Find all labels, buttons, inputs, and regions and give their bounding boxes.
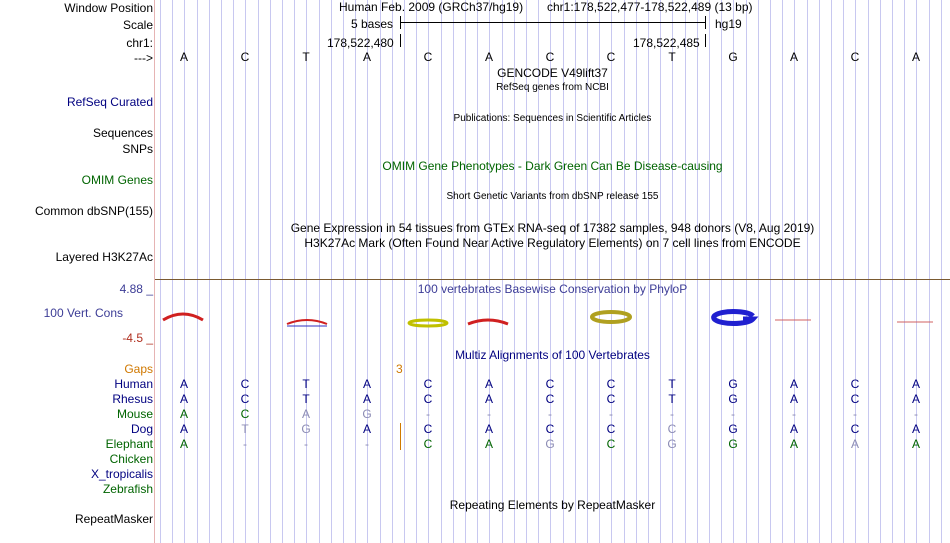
alignment-base: T <box>668 392 676 406</box>
multiz-track-title[interactable]: Multiz Alignments of 100 Vertebrates <box>455 348 650 362</box>
base-letter: T <box>302 50 310 64</box>
chrom-label: chr1: <box>126 36 153 50</box>
omim-track-title[interactable]: OMIM Gene Phenotypes - Dark Green Can Be Disease-causing <box>382 159 723 173</box>
alignment-base: A <box>911 377 920 391</box>
alignment-base: - <box>853 407 857 421</box>
alignment-base: G <box>362 407 372 421</box>
alignment-base: C <box>606 437 616 451</box>
phylop-logo-c1 <box>409 320 447 326</box>
sequences-track-label[interactable]: Sequences <box>92 126 153 140</box>
base-letter: A <box>484 50 493 64</box>
base-letter: T <box>668 50 676 64</box>
base-letter: A <box>911 50 920 64</box>
gap-marker <box>400 423 401 450</box>
scale-bar <box>400 22 705 23</box>
species-label[interactable]: Human <box>114 377 153 391</box>
alignment-base: G <box>728 392 738 406</box>
alignment-base: A <box>179 437 188 451</box>
alignment-base: - <box>731 407 735 421</box>
species-label[interactable]: Dog <box>130 422 153 436</box>
h3k27ac-track-title[interactable]: H3K27Ac Mark (Often Found Near Active Regulatory Elements) on 7 cell lines from ENCODE <box>304 236 801 250</box>
species-label[interactable]: Mouse <box>116 407 153 421</box>
h3k27ac-track-label[interactable]: Layered H3K27Ac <box>55 250 153 264</box>
base-letter: C <box>240 50 250 64</box>
snps-track-label[interactable]: SNPs <box>122 142 153 156</box>
omim-track-label[interactable]: OMIM Genes <box>81 173 153 187</box>
base-letter: A <box>179 50 188 64</box>
alignment-base: A <box>911 437 920 451</box>
phylop-track-title[interactable]: 100 vertebrates Basewise Conservation by PhyloP <box>417 282 688 296</box>
track-divider <box>155 279 950 280</box>
alignment-base: C <box>240 377 250 391</box>
alignment-base: - <box>792 407 796 421</box>
phylop-min-label: -4.5 _ <box>122 331 153 345</box>
alignment-base: A <box>362 392 371 406</box>
alignment-base: - <box>426 407 430 421</box>
coord-left: 178,522,480 <box>327 36 394 50</box>
alignment-base: - <box>487 407 491 421</box>
alignment-base: A <box>362 422 371 436</box>
alignment-base: C <box>423 422 433 436</box>
phylop-logo-a2 <box>468 320 508 324</box>
alignment-base: C <box>240 392 250 406</box>
alignment-base: C <box>606 377 616 391</box>
alignment-base: A <box>789 437 798 451</box>
scale-label: Scale <box>122 18 153 32</box>
scale-size: 5 bases <box>351 17 394 31</box>
base-letter: C <box>545 50 555 64</box>
refseq-track-label[interactable]: RefSeq Curated <box>66 95 153 109</box>
alignment-base: A <box>179 377 188 391</box>
alignment-base: G <box>728 377 738 391</box>
gap-count: 3 <box>396 362 403 376</box>
phylop-logo-g <box>714 312 753 324</box>
alignment-base: - <box>365 437 369 451</box>
alignment-base: C <box>545 377 555 391</box>
species-label[interactable]: Rhesus <box>112 392 153 406</box>
alignment-base: A <box>484 437 493 451</box>
alignment-base: A <box>179 407 188 421</box>
phylop-max-label: 4.88 _ <box>119 282 153 296</box>
repeatmasker-track-label[interactable]: RepeatMasker <box>74 512 153 526</box>
alignment-base: C <box>423 392 433 406</box>
alignment-base: G <box>667 437 677 451</box>
scale-bar-left-tick <box>400 16 401 29</box>
alignment-base: C <box>545 392 555 406</box>
alignment-base: - <box>243 437 247 451</box>
alignment-base: A <box>362 377 371 391</box>
alignment-base: A <box>179 422 188 436</box>
base-letter: C <box>850 50 860 64</box>
alignment-base: C <box>606 422 616 436</box>
alignment-base: G <box>545 437 555 451</box>
alignment-base: A <box>179 392 188 406</box>
gtex-track-title[interactable]: Gene Expression in 54 tissues from GTEx RNA-seq of 17382 samples, 948 donors (V8, Aug 2019) <box>290 221 815 235</box>
alignment-base: T <box>302 377 310 391</box>
alignment-base: A <box>911 392 920 406</box>
scale-bar-right-tick <box>705 16 706 29</box>
species-label[interactable]: Elephant <box>105 437 153 451</box>
publications-track-title[interactable]: Publications: Sequences in Scientific Articles <box>453 113 652 124</box>
alignment-base: G <box>728 437 738 451</box>
alignment-base: A <box>484 422 493 436</box>
base-letter: A <box>789 50 798 64</box>
alignment-base: C <box>850 377 860 391</box>
alignment-base: T <box>241 422 249 436</box>
alignment-base: A <box>850 437 859 451</box>
dbsnp-track-label[interactable]: Common dbSNP(155) <box>34 204 153 218</box>
alignment-base: C <box>240 407 250 421</box>
species-label[interactable]: X_tropicalis <box>90 467 153 481</box>
species-label[interactable]: Zebrafish <box>102 482 153 496</box>
alignment-base: C <box>545 422 555 436</box>
alignment-base: A <box>484 377 493 391</box>
alignment-base: - <box>914 407 918 421</box>
alignment-base: T <box>302 392 310 406</box>
alignment-base: C <box>423 437 433 451</box>
window-position-label: Window Position <box>64 1 153 15</box>
assembly-name: Human Feb. 2009 (GRCh37/hg19) <box>339 0 524 14</box>
gencode-track-title[interactable]: GENCODE V49lift37 <box>497 66 608 80</box>
base-letter: A <box>362 50 371 64</box>
alignment-base: G <box>728 422 738 436</box>
alignment-base: C <box>850 422 860 436</box>
position-range: chr1:178,522,477-178,522,489 (13 bp) <box>547 0 753 14</box>
base-letter: C <box>606 50 616 64</box>
base-letter: G <box>728 50 738 64</box>
alignment-base: - <box>304 437 308 451</box>
phylop-logo-row <box>155 306 950 328</box>
cons-track-label[interactable]: 100 Vert. Cons <box>43 306 123 320</box>
alignment-base: A <box>789 392 798 406</box>
alignment-base: A <box>301 407 310 421</box>
refseq-track-subtitle[interactable]: RefSeq genes from NCBI <box>496 82 609 93</box>
coord-right: 178,522,485 <box>633 36 700 50</box>
base-letter: C <box>423 50 433 64</box>
strand-label: ---> <box>134 51 153 65</box>
dbsnp-track-title[interactable]: Short Genetic Variants from dbSNP release 155 <box>446 191 659 202</box>
phylop-logo-c2 <box>592 312 630 322</box>
scale-db: hg19 <box>715 17 742 31</box>
repeatmasker-track-title[interactable]: Repeating Elements by RepeatMasker <box>449 498 656 512</box>
alignment-base: A <box>789 422 798 436</box>
alignment-base: A <box>484 392 493 406</box>
alignment-base: C <box>667 422 677 436</box>
phylop-logo-t <box>287 320 327 326</box>
phylop-logo-a1 <box>163 314 203 320</box>
species-label[interactable]: Chicken <box>109 452 153 466</box>
alignment-base: - <box>609 407 613 421</box>
alignment-base: - <box>670 407 674 421</box>
alignment-base: C <box>850 392 860 406</box>
gaps-label: Gaps <box>124 362 153 376</box>
alignment-base: C <box>606 392 616 406</box>
alignment-base: A <box>789 377 798 391</box>
alignment-base: - <box>548 407 552 421</box>
coord-right-tick <box>705 34 706 47</box>
alignment-base: A <box>911 422 920 436</box>
alignment-base: C <box>423 377 433 391</box>
alignment-base: G <box>301 422 311 436</box>
coord-left-tick <box>400 34 401 47</box>
alignment-base: T <box>668 377 676 391</box>
